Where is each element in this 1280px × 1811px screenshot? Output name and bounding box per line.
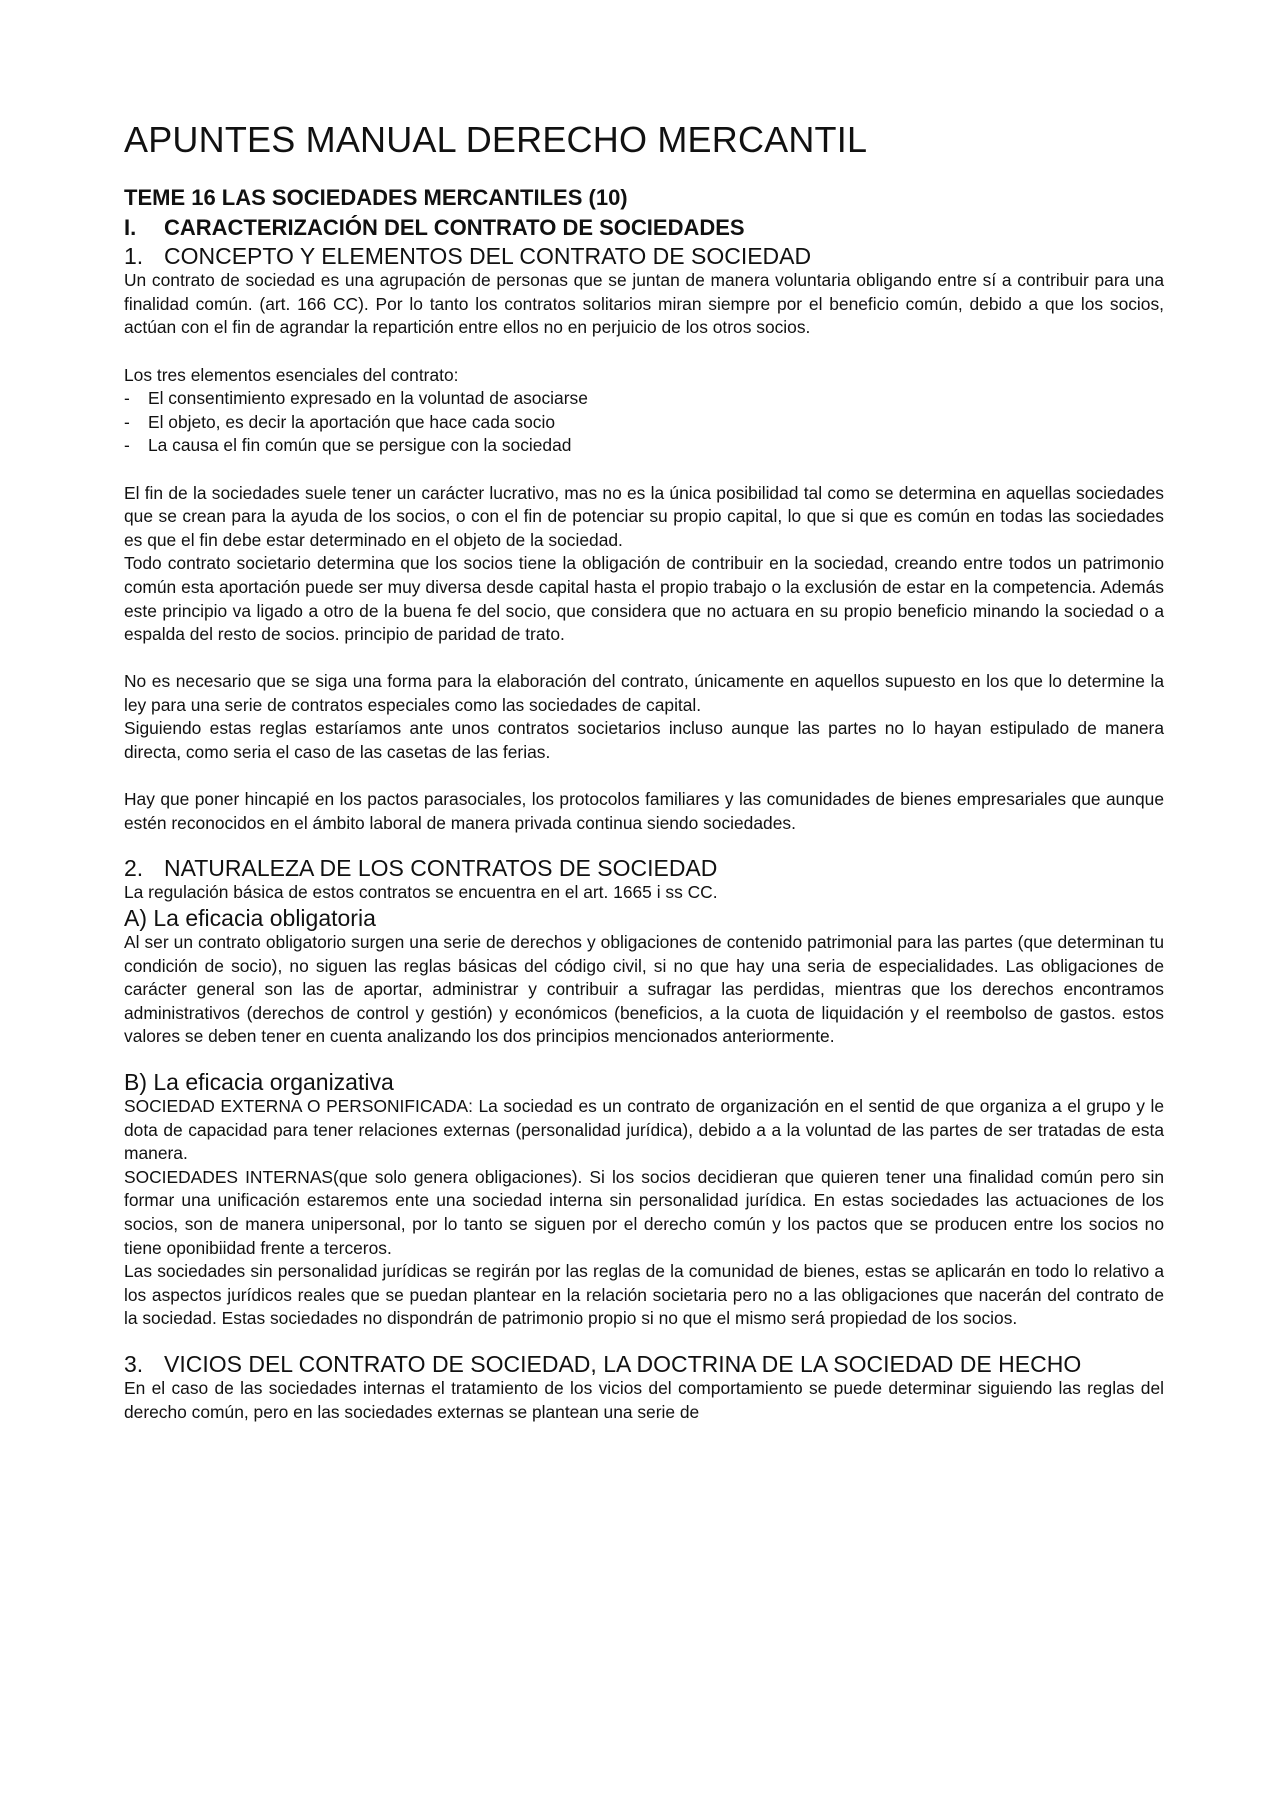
subsection-title: CONCEPTO Y ELEMENTOS DEL CONTRATO DE SOCIEDAD [164, 243, 812, 270]
paragraph: Siguiendo estas reglas estaríamos ante unos contratos societarios incluso aunque las partes no lo hayan estipulado de manera directa, como seria el caso de las casetas de las ferias. [124, 718, 1164, 763]
theme-heading: TEME 16 LAS SOCIEDADES MERCANTILES (10) [124, 185, 628, 211]
subsection-heading-1 [124, 243, 1164, 269]
list-intro: Los tres elementos esenciales del contrato: [124, 364, 459, 385]
list-item: - El objeto, es decir la aportación que hace cada socio [124, 411, 556, 432]
paragraph: SOCIEDADES INTERNAS(que solo genera obligaciones). Si los socios decidieran que quieren tener una finalidad común pero sin formar una unificación estaremos ente una sociedad interna sin personalidad jurídica. En estas sociedades las actuaciones de los socios, son de manera unipersonal, por lo tanto se siguen por el derecho común y los pactos que se producen entre los socios no tiene oponibiidad frente a terceros. [124, 1166, 1164, 1258]
paragraph: Hay que poner hincapié en los pactos parasociales, los protocolos familiares y las comunidades de bienes empresariales que aunque estén reconocidos en el ámbito laboral de manera privada continua siendo sociedades. [124, 789, 1164, 833]
elements-list [124, 387, 1164, 458]
subsection-title: NATURALEZA DE LOS CONTRATOS DE SOCIEDAD [164, 855, 718, 882]
sub-subsection-heading-b: B) La eficacia organizativa [124, 1069, 394, 1095]
paragraph: Un contrato de sociedad es una agrupación de personas que se juntan de manera voluntaria obligando entre sí a contribuir para una finalidad común. (art. 166 CC). Por lo tanto los contratos solitarios miran siempre por el beneficio común, debido a que los socios, actúan con el fin de agrandar la repartición entre ellos no en perjuicio de los otros socios. [124, 270, 1164, 338]
paragraph: La regulación básica de estos contratos se encuentra en el art. 1665 i ss CC. [124, 882, 718, 903]
subsection-heading-3 [124, 1351, 1164, 1377]
paragraph: Las sociedades sin personalidad jurídicas se regirán por las reglas de la comunidad de bienes, estas se aplicarán en todo lo relativo a los aspectos jurídicos reales que se puedan plantear en la relación societaria pero no a las obligaciones que nacerán del contrato de la sociedad. Estas sociedades no dispondrán de patrimonio propio si no que el mismo será propiedad de los socios. [124, 1261, 1164, 1329]
subsection-number: 1. [124, 243, 144, 270]
paragraph: Al ser un contrato obligatorio surgen una serie de derechos y obligaciones de contenido patrimonial para las partes (que determinan tu condición de socio), no siguen las reglas básicas del código civil, si no que hay una seria de especialidades. Las obligaciones de carácter general son las de aportar, administrar y contribuir a sufragar las perdidas, mientras que los derechos encontramos administrativos (derechos de control y gestión) y económicos (beneficios, a la cuota de liquidación y el reembolso de gastos. estos valores se deben tener en cuenta analizando los dos principios mencionados anteriormente. [124, 932, 1164, 1047]
sub-subsection-heading-a: A) La eficacia obligatoria [124, 905, 376, 932]
document-title: APUNTES MANUAL DERECHO MERCANTIL [124, 119, 868, 160]
list-item: - La causa el fin común que se persigue con la sociedad [124, 435, 572, 456]
section-heading-1 [124, 213, 1164, 243]
subsection-number: 2. [124, 855, 144, 882]
paragraph: Todo contrato societario determina que los socios tiene la obligación de contribuir en la sociedad, creando entre todos un patrimonio común esta aportación puede ser muy diversa desde capital hasta el propio trabajo o la exclusión de estar en la competencia. Además este principio va ligado a otro de la buena fe del socio, que considera que no actuara en su propio beneficio minando la sociedad o a espalda del resto de socios. principio de paridad de trato. [124, 553, 1164, 645]
section-number: I. [124, 215, 137, 241]
subsection-heading-2 [124, 855, 1164, 881]
paragraph: No es necesario que se siga una forma para la elaboración del contrato, únicamente en aquellos supuesto en los que lo determine la ley para una serie de contratos especiales como las sociedades de capital. [124, 671, 1164, 715]
section-title: CARACTERIZACIÓN DEL CONTRATO DE SOCIEDADES [164, 215, 745, 241]
document-page [124, 118, 1164, 1424]
subsection-title: VICIOS DEL CONTRATO DE SOCIEDAD, LA DOCTRINA DE LA SOCIEDAD DE HECHO [164, 1350, 1082, 1377]
paragraph: En el caso de las sociedades internas el tratamiento de los vicios del comportamiento se puede determinar siguiendo las reglas del derecho común, pero en las sociedades externas se plantean una serie de [124, 1377, 1164, 1422]
subsection-number: 3. [124, 1350, 144, 1377]
paragraph: El fin de la sociedades suele tener un carácter lucrativo, mas no es la única posibilidad tal como se determina en aquellas sociedades que se crean para la ayuda de los socios, o con el fin de potenciar su propio capital, lo que si que es común en todas las sociedades es que el fin debe estar determinado en el objeto de la sociedad. [124, 482, 1164, 550]
list-item: - El consentimiento expresado en la voluntad de asociarse [124, 388, 588, 409]
paragraph: SOCIEDAD EXTERNA O PERSONIFICADA: La sociedad es un contrato de organización en el sentid de que organiza a el grupo y le dota de capacidad para tener relaciones externas (personalidad jurídica), debido a a la voluntad de las partes de ser tratadas de esta manera. [124, 1096, 1164, 1164]
